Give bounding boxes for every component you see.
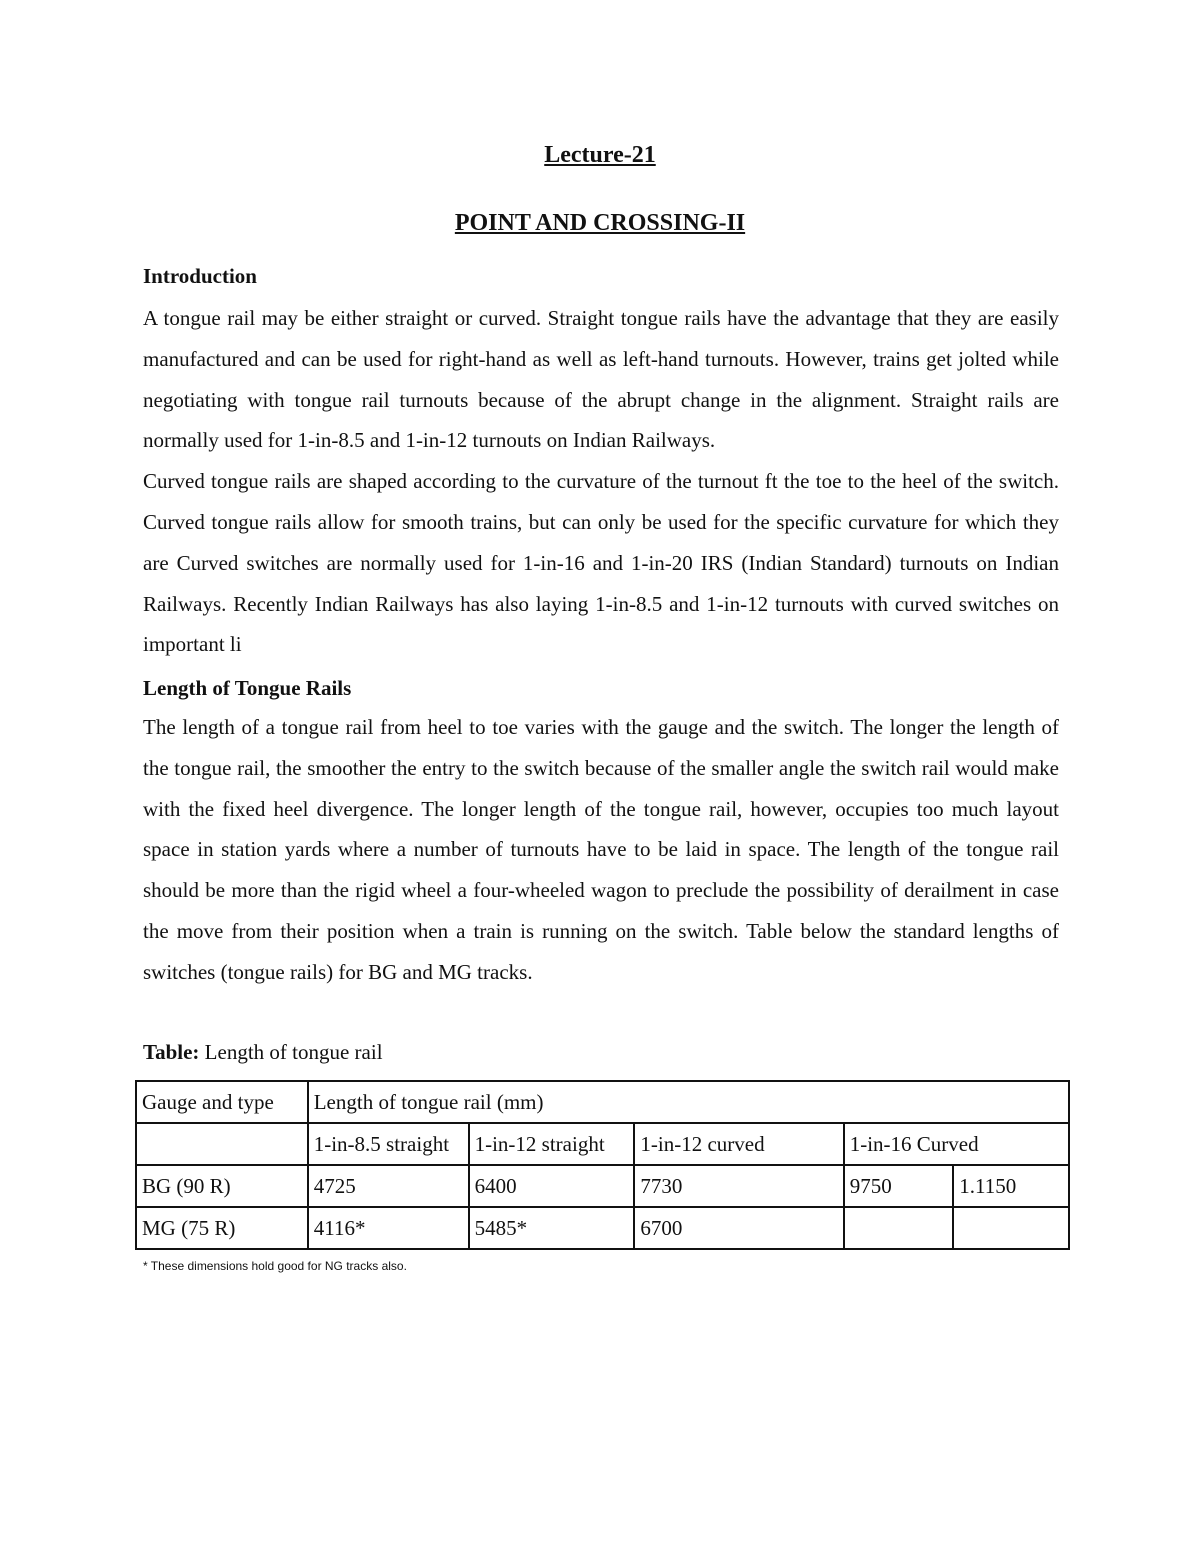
paragraph: Curved tongue rails are shaped according to the curvature of the turnout ft the toe to the heel of the switch. Curved tongue rails allow for smooth trains, but can only be used for the specific curvature for which they are Curved switches are normally used for 1-in-16 and 1-in-20 IRS (Indian Standard) turnouts on Indian Railways. Recently Indian Railways has also laying 1-in-8.5 and 1-in-12 turnouts with curved switches on important li xyxy=(143,469,1059,657)
table-caption xyxy=(143,1040,383,1065)
table-cell: 4725 xyxy=(308,1165,469,1207)
table-caption-text: Length of tongue rail xyxy=(199,1040,383,1064)
paragraph: The length of a tongue rail from heel to toe varies with the gauge and the switch. The longer the length of the tongue rail, the smoother the entry to the switch because of the smaller angle the switch rail would make with the fixed heel divergence. The longer length of the tongue rail, however, occupies too much layout space in station yards where a number of turnouts have to be laid in space. The length of the tongue rail should be more than the rigid wheel a four-wheeled wagon to preclude the possibility of derailment in case the move from their position when a train is running on the switch. Table below the standard lengths of switches (tongue rails) for BG and MG tracks. xyxy=(143,715,1059,984)
table-row xyxy=(136,1165,1069,1207)
table-subheader-cell xyxy=(136,1123,308,1165)
table-subheader-cell: 1-in-16 Curved xyxy=(844,1123,1069,1165)
section-heading-length-of-tongue-rails: Length of Tongue Rails xyxy=(143,676,352,700)
table-cell: 4116* xyxy=(308,1207,469,1249)
table-subheader-cell: 1-in-12 curved xyxy=(634,1123,843,1165)
length-section-body xyxy=(143,707,1059,993)
section-heading-introduction: Introduction xyxy=(143,264,257,288)
table-row xyxy=(136,1207,1069,1249)
table-cell: 7730 xyxy=(634,1165,843,1207)
table-subheader-cell: 1-in-12 straight xyxy=(469,1123,635,1165)
table-cell: MG (75 R) xyxy=(136,1207,308,1249)
table-cell: 1.1150 xyxy=(953,1165,1069,1207)
table-cell xyxy=(844,1207,954,1249)
table-subheader-cell: 1-in-8.5 straight xyxy=(308,1123,469,1165)
table-header-row xyxy=(136,1081,1069,1123)
table-subheader-row xyxy=(136,1123,1069,1165)
introduction-body xyxy=(143,298,1059,665)
table-header-cell: Length of tongue rail (mm) xyxy=(308,1081,1069,1123)
table-cell: BG (90 R) xyxy=(136,1165,308,1207)
table-cell: 6700 xyxy=(634,1207,843,1249)
table-cell: 6400 xyxy=(469,1165,635,1207)
table-footnote: * These dimensions hold good for NG tracks also. xyxy=(143,1259,407,1273)
table-caption-label: Table: xyxy=(143,1040,200,1064)
main-title: POINT AND CROSSING-II xyxy=(454,210,746,236)
lecture-title: Lecture-21 xyxy=(544,142,656,168)
table-header-cell: Gauge and type xyxy=(136,1081,308,1123)
tongue-rail-length-table xyxy=(135,1080,1070,1250)
table-cell: 9750 xyxy=(844,1165,954,1207)
paragraph: A tongue rail may be either straight or curved. Straight tongue rails have the advantage that they are easily manufactured and can be used for right-hand as well as left-hand turnouts. However, trains get jolted while negotiating with tongue rail turnouts because of the abrupt change in the alignment. Straight rails are normally used for 1-in-8.5 and 1-in-12 turnouts on Indian Railways. xyxy=(143,306,1059,453)
table-cell: 5485* xyxy=(469,1207,635,1249)
table-cell xyxy=(953,1207,1069,1249)
